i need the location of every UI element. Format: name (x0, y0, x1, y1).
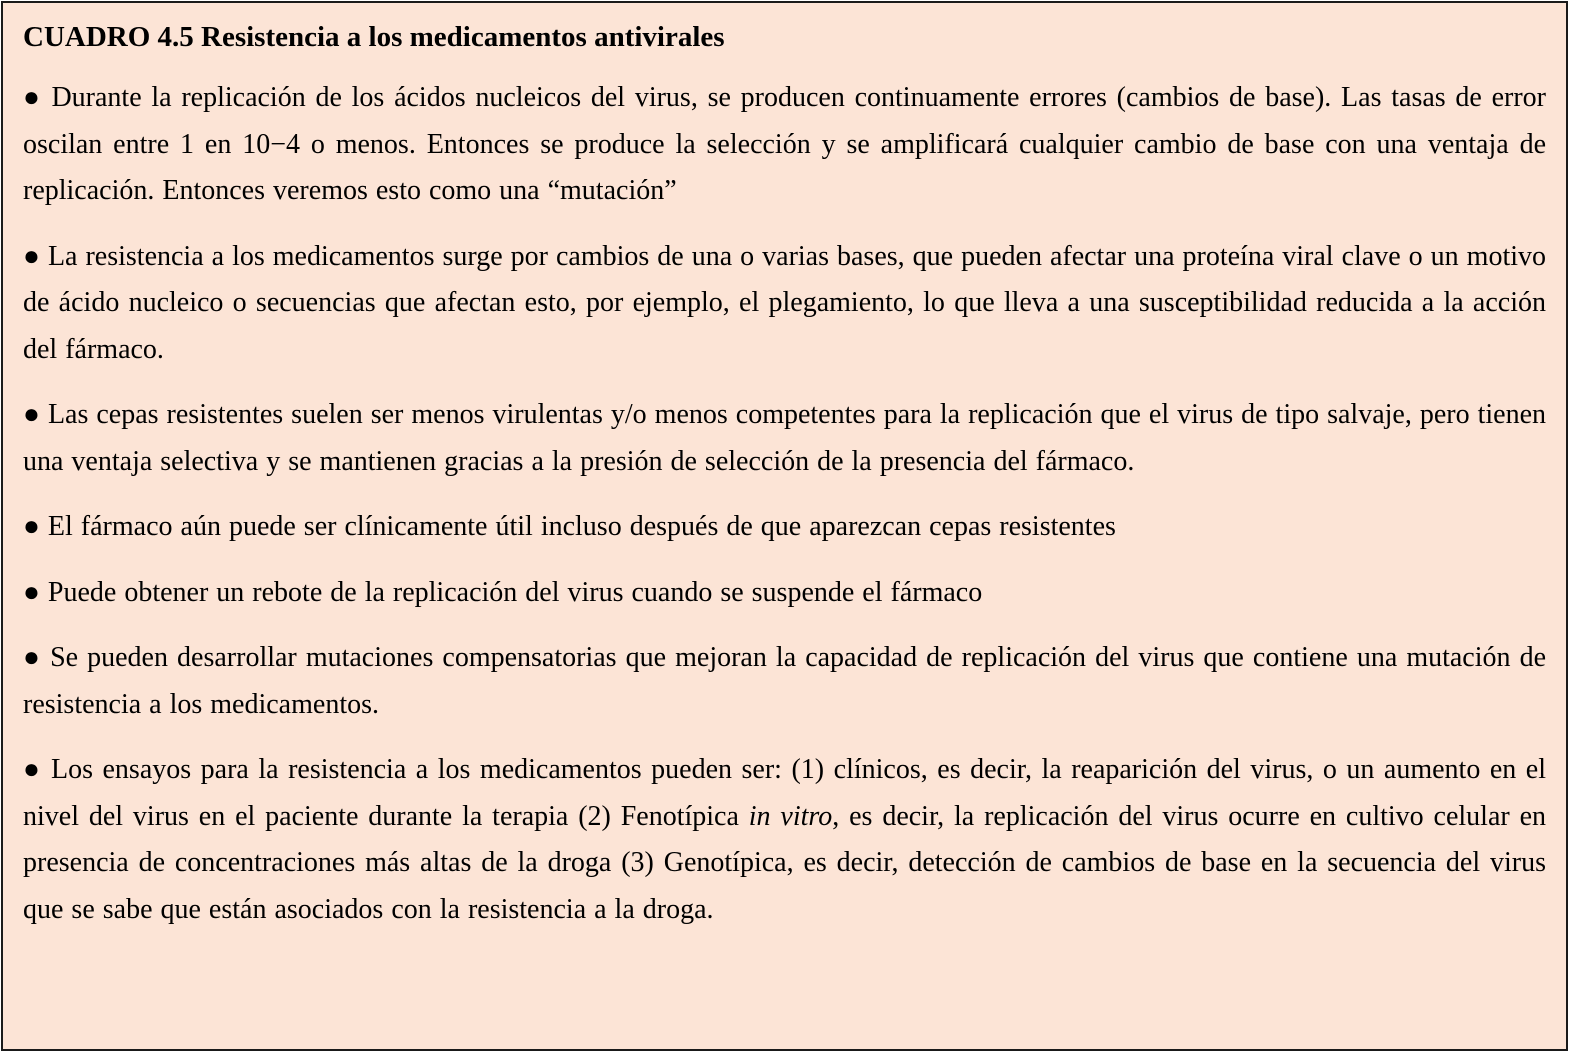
bullet: ● (23, 642, 41, 673)
paragraph-text: Se pueden desarrollar mutaciones compensatorias que mejoran la capacidad de replicación del virus que contiene una mutación de resistencia a los medicamentos. (23, 642, 1547, 720)
box-title: CUADRO 4.5 Resistencia a los medicamentos antivirales (23, 21, 725, 53)
paragraph-text: Durante la replicación de los ácidos nucleicos del virus, se producen continuamente errores (cambios de base). Las tasas de error oscilan entre 1 en 10−4 o menos. Entonces se produce la selección y se amplificará cualquier cambio de base con una ventaja de replicación. Entonces veremos esto como una “mutación” (23, 82, 1547, 206)
bullet-paragraph-1 (23, 75, 1546, 215)
paragraph-text-start: Los ensayos para la resistencia a los medicamentos pueden ser: (1) clínicos, es decir, la reaparición del virus, o un aumento en el nivel del virus en el paciente durante la terapia (2) Fenotípica (23, 754, 1547, 832)
bullet-paragraph-5 (23, 570, 1546, 617)
bullet: ● (23, 576, 40, 608)
bullet: ● (23, 240, 40, 272)
paragraph-text: El fármaco aún puede ser clínicamente útil incluso después de que aparezcan cepas resistentes (47, 511, 1116, 542)
bullet-paragraph-6 (23, 635, 1546, 728)
paragraph-text: La resistencia a los medicamentos surge por cambios de una o varias bases, que pueden afectar una proteína viral clave o un motivo de ácido nucleico o secuencias que afectan esto, por ejemplo, el plegamiento, lo que lleva a una susceptibilidad reducida a la acción del fármaco. (23, 240, 1546, 365)
paragraph-text-end: , es decir, la replicación del virus ocurre en cultivo celular en presencia de concentraciones más altas de la droga (3) Genotípica, es decir, detección de cambios de base en la secuencia del virus que se sabe que están asociados con la resistencia a la droga. (23, 800, 1546, 925)
bullet-paragraph-4 (23, 504, 1546, 551)
bullet: ● (23, 754, 42, 785)
bullet: ● (23, 399, 40, 430)
paragraph-text: Las cepas resistentes suelen ser menos virulentas y/o menos competentes para la replicación que el virus de tipo salvaje, pero tienen una ventaja selectiva y se mantienen gracias a la presión de selección de la presencia del fármaco. (23, 399, 1547, 477)
paragraph-italic-term: in vitro (748, 800, 833, 832)
bullet: ● (23, 82, 42, 113)
bullet-paragraph-7 (23, 747, 1546, 933)
bullet: ● (23, 511, 40, 542)
paragraph-text: Puede obtener un rebote de la replicación del virus cuando se suspende el fármaco (47, 576, 983, 608)
bullet-paragraph-3 (23, 392, 1546, 485)
text-box (1, 1, 1568, 1051)
bullet-paragraph-2 (23, 234, 1546, 374)
